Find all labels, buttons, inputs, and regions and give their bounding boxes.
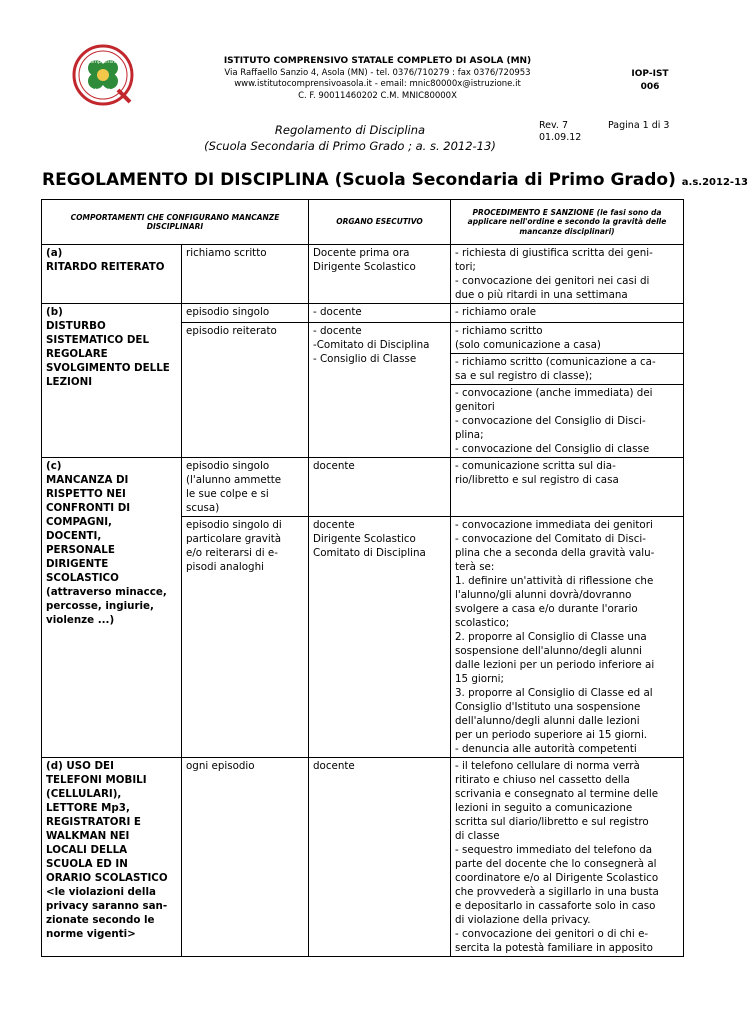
regulation-subtitle xyxy=(180,122,520,154)
institute-codes: C. F. 90011460202 C.M. MNIC80000X xyxy=(298,90,457,101)
cat-line: (c) xyxy=(46,460,62,472)
proc-line: - denuncia alle autorità competenti xyxy=(455,743,637,755)
doc-code-1: IOP-IST xyxy=(631,69,669,79)
proc-line: scrivania e consegnato al termine delle xyxy=(455,788,659,800)
organ-cell xyxy=(309,517,451,758)
proc-line: rio/libretto e sul registro di casa xyxy=(455,474,619,486)
cat-line: (CELLULARI), xyxy=(46,788,122,800)
proc-line: due o più ritardi in una settimana xyxy=(455,289,628,301)
proc-line: l'alunno/gli alunni dovrà/dovranno xyxy=(455,589,632,601)
proc-line: genitori xyxy=(455,401,495,413)
cat-line: DOCENTI, xyxy=(46,530,102,542)
proc-line: - convocazione dei genitori o di chi e- xyxy=(455,928,649,940)
header-organ: ORGANO ESECUTIVO xyxy=(309,200,451,245)
proc-line: parte del docente che lo consegnerà al xyxy=(455,858,657,870)
proc-line: terà se: xyxy=(455,561,495,573)
institute-web: www.istitutocomprensivoasola.it - email: mnic80000x@istruzione.it xyxy=(234,79,521,89)
document-code xyxy=(620,68,680,94)
page-number: Pagina 1 di 3 xyxy=(608,120,670,131)
procedure-cell xyxy=(451,517,684,758)
discipline-table xyxy=(41,199,684,957)
proc-line: - convocazione del Consiglio di classe xyxy=(455,443,650,455)
table-row xyxy=(42,758,684,957)
cat-line: (d) USO DEI xyxy=(46,760,114,772)
proc-line: - comunicazione scritta sul dia- xyxy=(455,460,616,472)
category-cell xyxy=(42,458,182,758)
organ-line: Dirigente Scolastico xyxy=(313,533,416,545)
header-info xyxy=(150,56,605,102)
proc-line: di classe xyxy=(455,830,500,842)
cat-line: (a) xyxy=(46,247,63,259)
proc-line: - convocazione del Comitato di Disci- xyxy=(455,533,646,545)
proc-line: sospensione dell'alunno/degli alunni xyxy=(455,645,643,657)
category-cell xyxy=(42,245,182,304)
proc-line: sercita la potestà familiare in apposito xyxy=(455,942,653,954)
cat-line: (attraverso minacce, xyxy=(46,586,167,598)
proc-line: - sequestro immediato del telefono da xyxy=(455,844,653,856)
organ-line: -Comitato di Disciplina xyxy=(313,339,430,351)
cat-line: LETTORE Mp3, xyxy=(46,802,130,814)
category-cell xyxy=(42,758,182,957)
case-cell xyxy=(182,458,309,517)
proc-line: 2. proporre al Consiglio di Classe una xyxy=(455,631,647,643)
proc-line: scolastico; xyxy=(455,617,510,629)
proc-line: - convocazione dei genitori nei casi di xyxy=(455,275,650,287)
proc-line: (solo comunicazione a casa) xyxy=(455,339,601,351)
proc-line: plina che a seconda della gravità valu- xyxy=(455,547,655,559)
proc-line: dalle lezioni per un periodo inferiore ai xyxy=(455,659,655,671)
proc-line: scritta sul diario/libretto e sul registro xyxy=(455,816,649,828)
procedure-cell xyxy=(451,245,684,304)
case-line: pisodi analoghi xyxy=(186,561,264,573)
cat-line: PERSONALE xyxy=(46,544,115,556)
cat-line: DIRIGENTE xyxy=(46,558,109,570)
doc-code-2: 006 xyxy=(640,82,660,92)
header-procedure: PROCEDIMENTO E SANZIONE (le fasi sono da applicare nell'ordine e secondo la gravità delle mancanze disciplinari) xyxy=(451,200,684,245)
revision-info xyxy=(539,120,581,144)
case-line: ogni episodio xyxy=(186,760,255,772)
organ-line: - Consiglio di Classe xyxy=(313,353,417,365)
proc-line: 15 giorni; xyxy=(455,673,504,685)
procedure-cell xyxy=(451,304,684,323)
organ-cell xyxy=(309,245,451,304)
main-title-text: REGOLAMENTO DI DISCIPLINA (Scuola Secondaria di Primo Grado) xyxy=(42,170,676,190)
proc-line: dell'alunno/degli alunni dalle lezioni xyxy=(455,715,640,727)
case-line: episodio singolo di xyxy=(186,519,282,531)
institute-name: ISTITUTO COMPRENSIVO STATALE COMPLETO DI ASOLA (MN) xyxy=(223,56,532,66)
proc-line: - convocazione (anche immediata) dei xyxy=(455,387,653,399)
proc-line: tori; xyxy=(455,261,476,273)
procedure-cell xyxy=(451,385,684,458)
case-line: episodio singolo xyxy=(186,460,270,472)
cat-line: zionate secondo le xyxy=(46,914,155,926)
reg-title-line-2: (Scuola Secondaria di Primo Grado ; a. s. 2012-13) xyxy=(204,139,496,153)
proc-line: 1. definire un'attività di riflessione che xyxy=(455,575,654,587)
cat-line: RISPETTO NEI xyxy=(46,488,126,500)
proc-line: - richiamo orale xyxy=(455,306,537,318)
proc-line: Consiglio d'Istituto una sospensione xyxy=(455,701,641,713)
case-line: le sue colpe e si xyxy=(186,488,269,500)
organ-cell xyxy=(309,758,451,957)
proc-line: coordinatore e/o al Dirigente Scolastico xyxy=(455,872,659,884)
organ-line: docente xyxy=(313,519,355,531)
table-row xyxy=(42,458,684,517)
cat-line: SISTEMATICO DEL xyxy=(46,334,150,346)
cat-line: violenze ...) xyxy=(46,614,115,626)
cat-line: percosse, ingiurie, xyxy=(46,600,154,612)
proc-line: - il telefono cellulare di norma verrà xyxy=(455,760,640,772)
case-line: episodio singolo xyxy=(186,306,270,318)
proc-line: lezioni in seguito a comunicazione xyxy=(455,802,633,814)
cat-line: WALKMAN NEI xyxy=(46,830,130,842)
case-line: episodio reiterato xyxy=(186,325,277,337)
table-row xyxy=(42,304,684,323)
case-cell xyxy=(182,323,309,458)
logo-text-top: Comprensivo xyxy=(86,59,120,65)
organ-line: - docente xyxy=(313,306,362,318)
header-behaviours: COMPORTAMENTI CHE CONFIGURANO MANCANZE DISCIPLINARI xyxy=(42,200,309,245)
organ-cell xyxy=(309,458,451,517)
main-title-year: a.s.2012-13 xyxy=(681,177,748,188)
organ-line: Comitato di Disciplina xyxy=(313,547,426,559)
case-line: particolare gravità xyxy=(186,533,282,545)
proc-line: - richiesta di giustifica scritta dei geni- xyxy=(455,247,653,259)
table-row xyxy=(42,245,684,304)
organ-line: - docente xyxy=(313,325,362,337)
institute-address: Via Raffaello Sanzio 4, Asola (MN) - tel. 0376/710279 : fax 0376/720953 xyxy=(224,67,531,78)
procedure-cell xyxy=(451,323,684,354)
page-title xyxy=(42,170,748,190)
proc-line: - convocazione immediata dei genitori xyxy=(455,519,653,531)
proc-line: sa e sul registro di classe); xyxy=(455,370,593,382)
reg-title-line-1: Regolamento di Disciplina xyxy=(274,123,426,137)
cat-line: SCUOLA ED IN xyxy=(46,858,128,870)
cat-line: LEZIONI xyxy=(46,376,93,388)
cat-line: DISTURBO xyxy=(46,320,106,332)
proc-line: ritirato e chiuso nel cassetto della xyxy=(455,774,630,786)
proc-line: - convocazione del Consiglio di Disci- xyxy=(455,415,646,427)
proc-line: - richiamo scritto (comunicazione a ca- xyxy=(455,356,656,368)
cat-line: COMPAGNI, xyxy=(46,516,112,528)
cat-line: CONFRONTI DI xyxy=(46,502,131,514)
cat-line: RITARDO REITERATO xyxy=(46,261,165,273)
cat-line: LOCALI DELLA xyxy=(46,844,128,856)
cat-line: SCOLASTICO xyxy=(46,572,119,584)
revision: Rev. 7 xyxy=(539,120,568,131)
procedure-cell xyxy=(451,354,684,385)
revision-date: 01.09.12 xyxy=(539,132,582,143)
cat-line: <le violazioni della xyxy=(46,886,156,898)
proc-line: 3. proporre al Consiglio di Classe ed al xyxy=(455,687,653,699)
case-line: (l'alunno ammette xyxy=(186,474,282,486)
procedure-cell xyxy=(451,458,684,517)
cat-line: MANCANZA DI xyxy=(46,474,129,486)
case-line: richiamo scritto xyxy=(186,247,267,259)
organ-line: docente xyxy=(313,460,355,472)
organ-cell xyxy=(309,304,451,323)
school-logo xyxy=(72,44,134,106)
procedure-cell xyxy=(451,758,684,957)
logo-text-bottom: di Asola xyxy=(93,88,113,94)
cat-line: (b) xyxy=(46,306,63,318)
case-cell xyxy=(182,517,309,758)
proc-line: e depositarlo in cassaforte solo in caso xyxy=(455,900,656,912)
cat-line: norme vigenti> xyxy=(46,928,136,940)
cat-line: SVOLGIMENTO DELLE xyxy=(46,362,170,374)
case-cell xyxy=(182,758,309,957)
cat-line: REGOLARE xyxy=(46,348,108,360)
case-cell xyxy=(182,304,309,323)
proc-line: di violazione della privacy. xyxy=(455,914,591,926)
proc-line: svolgere a casa e/o durante l'orario xyxy=(455,603,638,615)
category-cell xyxy=(42,304,182,458)
organ-line: docente xyxy=(313,760,355,772)
proc-line: plina; xyxy=(455,429,484,441)
case-line: e/o reiterarsi di e- xyxy=(186,547,278,559)
proc-line: che provvederà a sigillarlo in una busta xyxy=(455,886,659,898)
case-cell xyxy=(182,245,309,304)
case-line: scusa) xyxy=(186,502,220,514)
organ-line: Dirigente Scolastico xyxy=(313,261,416,273)
proc-line: - richiamo scritto xyxy=(455,325,543,337)
proc-line: per un periodo superiore ai 15 giorni. xyxy=(455,729,648,741)
cat-line: ORARIO SCOLASTICO xyxy=(46,872,168,884)
organ-line: Docente prima ora xyxy=(313,247,410,259)
cat-line: privacy saranno san- xyxy=(46,900,168,912)
cat-line: REGISTRATORI E xyxy=(46,816,141,828)
cat-line: TELEFONI MOBILI xyxy=(46,774,147,786)
organ-cell xyxy=(309,323,451,458)
table-header-row xyxy=(42,200,684,245)
